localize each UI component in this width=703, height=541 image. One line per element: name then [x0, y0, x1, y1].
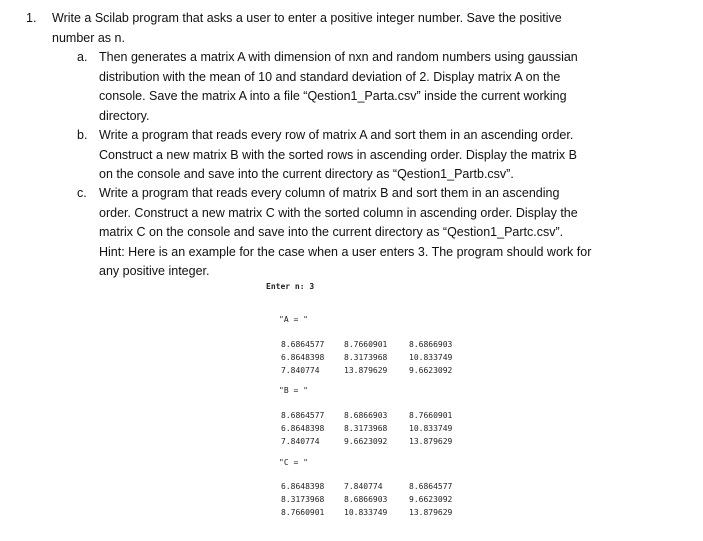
item-c-marker: c. [77, 186, 87, 200]
matrix-a [281, 339, 481, 379]
matrix-c-label: "C = " [279, 458, 308, 467]
matrix-cell: 10.833749 [344, 508, 388, 517]
item-a-line: directory. [99, 108, 150, 123]
matrix-cell: 7.840774 [344, 482, 383, 491]
matrix-cell: 8.6864577 [409, 482, 453, 491]
item-c-line: Hint: Here is an example for the case when a user enters 3. The program should work for [99, 244, 592, 259]
item-b-line: Construct a new matrix B with the sorted rows in ascending order. Display the matrix B [99, 147, 577, 162]
matrix-cell: 9.6623092 [344, 437, 388, 446]
item-c-line: any positive integer. [99, 264, 210, 278]
item-a-line: distribution with the mean of 10 and standard deviation of 2. Display matrix A on the [99, 69, 561, 84]
matrix-cell: 9.6623092 [409, 366, 453, 375]
item-b-line: on the console and save into the current directory as “Qestion1_Partb.csv”. [99, 167, 514, 181]
intro-line: number as n. [52, 30, 125, 45]
item-b-line: Write a program that reads every row of matrix A and sort them in an ascending order. [99, 128, 574, 142]
matrix-cell: 7.840774 [281, 437, 320, 446]
matrix-cell: 10.833749 [409, 353, 453, 362]
question-number: 1. [26, 11, 37, 25]
matrix-cell: 9.6623092 [409, 495, 453, 504]
matrix-cell: 8.6866903 [344, 495, 388, 504]
matrix-a-label: "A = " [279, 315, 308, 324]
item-c-line: Write a program that reads every column of matrix B and sort them in an ascending [99, 186, 560, 200]
matrix-cell: 8.6866903 [344, 411, 388, 420]
matrix-cell: 8.7660901 [409, 411, 453, 420]
intro-line: Write a Scilab program that asks a user to enter a positive integer number. Save the positive [52, 11, 562, 25]
matrix-cell: 6.8648398 [281, 482, 325, 491]
matrix-cell: 13.879629 [344, 366, 388, 375]
item-a-line: console. Save the matrix A into a file “Qestion1_Parta.csv” inside the current working [99, 89, 567, 103]
console-prompt: Enter n: 3 [266, 282, 315, 291]
matrix-c [281, 481, 481, 521]
matrix-cell: 8.3173968 [344, 424, 388, 433]
matrix-cell: 13.879629 [409, 437, 453, 446]
item-a-marker: a. [77, 50, 88, 64]
item-c-line: matrix C on the console and save into the current directory as “Qestion1_Partc.csv”. [99, 225, 564, 239]
matrix-cell: 6.8648398 [281, 353, 325, 362]
matrix-cell: 8.6864577 [281, 340, 325, 349]
matrix-b [281, 410, 481, 450]
matrix-cell: 8.3173968 [344, 353, 388, 362]
matrix-cell: 8.7660901 [281, 508, 325, 517]
matrix-cell: 6.8648398 [281, 424, 325, 433]
matrix-cell: 8.3173968 [281, 495, 325, 504]
matrix-b-label: "B = " [279, 386, 308, 395]
matrix-cell: 8.7660901 [344, 340, 388, 349]
item-c-line: order. Construct a new matrix C with the sorted column in ascending order. Display the [99, 205, 578, 220]
matrix-cell: 13.879629 [409, 508, 453, 517]
matrix-cell: 7.840774 [281, 366, 320, 375]
item-b-marker: b. [77, 128, 88, 142]
matrix-cell: 10.833749 [409, 424, 453, 433]
matrix-cell: 8.6864577 [281, 411, 325, 420]
item-a-line: Then generates a matrix A with dimension of nxn and random numbers using gaussian [99, 50, 578, 64]
matrix-cell: 8.6866903 [409, 340, 453, 349]
